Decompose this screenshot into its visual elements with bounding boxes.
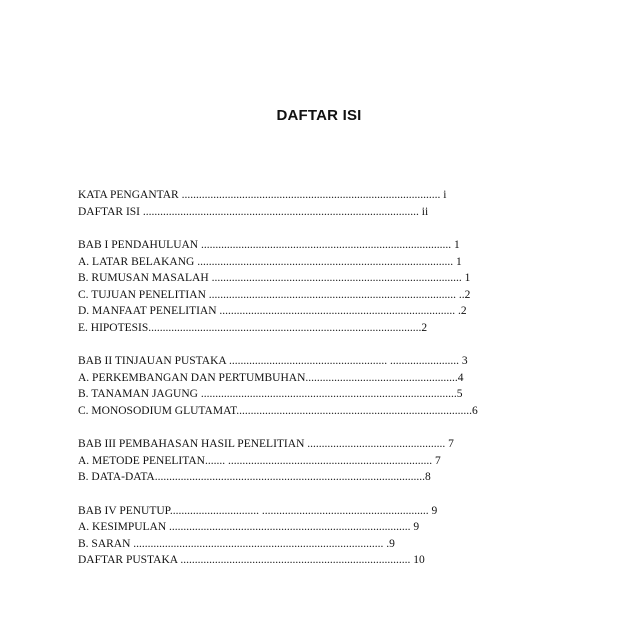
toc-entry-label: A. METODE PENELITAN....... [78,454,228,467]
toc-page-number: 10 [410,554,425,566]
toc-entry-label: A. PERKEMBANGAN DAN PERTUMBUHAN [78,371,306,384]
toc-leader-dots: .......................................................................................... [181,189,441,201]
toc-page-number: 1 [451,239,460,251]
toc-page-number: ii [418,205,429,218]
toc-page-number: 1 [461,272,471,284]
toc-page-number: ..2 [456,288,471,301]
toc-entry [78,287,518,304]
toc-entry-label: BAB II TINJAUAN PUSTAKA [78,355,229,367]
toc-page-number: .8 [422,471,431,483]
toc-page-number: 7 [432,454,441,467]
toc-entry-label: BAB III PEMBAHASAN HASIL PENELITIAN [78,438,308,450]
toc-entry [78,187,518,204]
toc-entry-label: A. KESIMPULAN [78,521,170,533]
toc-entry [78,436,518,453]
toc-entry [78,503,518,520]
toc-leader-dots: ............................... .......................................................... [169,504,429,517]
toc-entry-label: D. MANFAAT PENELITIAN [78,305,220,317]
toc-page-number: 7 [445,438,454,450]
toc-page-number: .4 [454,371,464,384]
toc-entry-label: B. RUMUSAN MASALAH [78,272,212,284]
toc-leader-dots: ....................................................................................... [133,537,384,550]
toc-entry-label: BAB I PENDAHULUAN [78,239,201,251]
toc-leader-dots: ................................................................................ [180,554,411,566]
toc-entry [78,552,518,569]
toc-leader-dots: ............................................................................................. [154,471,423,483]
toc-entry-label: E. HIPOTESIS [78,321,149,334]
toc-page-number: .2 [418,321,428,334]
toc-entry-label: B. DATA-DATA [78,471,155,483]
toc-leader-dots: ....................................................... ........................ [228,355,459,367]
toc-entry-label: A. LATAR BELAKANG [78,255,198,268]
toc-leader-dots: .................................................... [305,371,455,384]
toc-entry [78,536,518,553]
toc-entry [78,320,518,337]
toc-entry-label: DAFTAR PUSTAKA [78,554,181,566]
toc-entry [78,469,518,486]
toc-leader-dots: ....................................................................... [227,454,433,467]
toc-entry-label: KATA PENGANTAR [78,189,182,201]
toc-entry-label: B. TANAMAN JAGUNG [78,388,201,400]
toc-entry [78,353,518,370]
toc-page-number: 3 [458,355,468,367]
toc-leader-dots: ......................................................................................... [197,255,454,268]
toc-entry [78,254,518,271]
toc-leader-dots: .................................................................................... [169,521,411,533]
toc-entry-label: BAB IV PENUTUP [78,504,170,517]
table-of-contents [78,187,518,569]
toc-entry-label: DAFTAR ISI [78,205,143,218]
toc-entry [78,519,518,536]
toc-page-number: .6 [469,404,478,417]
toc-page-number: .2 [455,305,467,317]
toc-page-number: .9 [383,537,395,550]
toc-leader-dots: ...................................................................................... [208,288,457,301]
toc-leader-dots: ................................................................................. [236,404,470,417]
toc-leader-dots: ................................................................................................ [142,205,419,218]
toc-entry-label: C. TUJUAN PENELITIAN [78,288,209,301]
toc-leader-dots: ....................................................................................... [211,272,462,284]
toc-entry [78,237,518,254]
toc-entry [78,403,518,420]
toc-entry [78,303,518,320]
toc-leader-dots: ................................................ [307,438,446,450]
toc-leader-dots: ....................................................................................... [200,388,451,400]
toc-entry [78,386,518,403]
toc-leader-dots: .............................................................................................. [148,321,419,334]
toc-page-number: 9 [410,521,420,533]
toc-leader-dots: .................................................................................. [219,305,456,317]
toc-page-number: i [440,189,447,201]
toc-leader-dots: ....................................................................................... [201,239,452,251]
toc-page-number: 1 [453,255,462,268]
page-title: DAFTAR ISI [276,107,362,124]
toc-entry [78,453,518,470]
toc-entry-label: B. SARAN [78,537,134,550]
toc-entry-label: C. MONOSODIUM GLUTAMAT [78,404,237,417]
toc-page-number: ..5 [450,388,463,400]
toc-entry [78,370,518,387]
toc-entry [78,204,518,221]
toc-entry [78,270,518,287]
toc-page-number: 9 [428,504,438,517]
